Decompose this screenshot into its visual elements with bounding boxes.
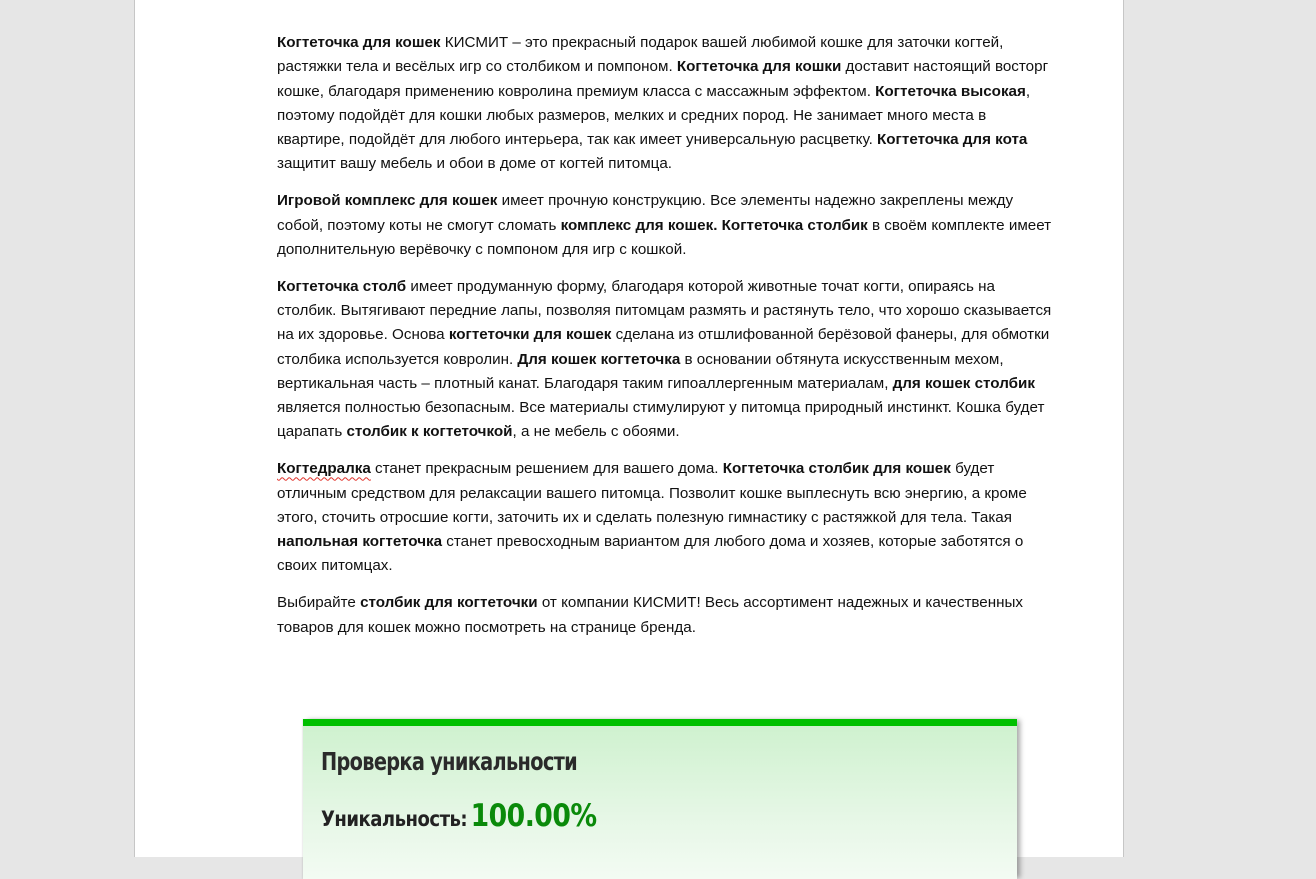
text-run: будет отличным средством для релаксации вашего питомца. Позволит кошке выплеснуть всю энергию, а кроме этого, сточить отросшие когти, заточить их и сделать полезную гимнастику с растяжкой для тела. Такая [277, 460, 1027, 526]
document-body[interactable] [277, 31, 1055, 652]
uniqueness-title: Проверка уникальности [321, 747, 577, 776]
text-run: в основании обтянута искусственным мехом, вертикальная часть – плотный канат. Благодаря таким гипоаллергенным материалам, [277, 350, 1004, 392]
uniqueness-label: Уникальность: [321, 807, 468, 831]
text-run: станет превосходным вариантом для любого дома и хозяев, которые заботятся о своих питомцах. [277, 533, 1024, 575]
text-run: имеет прочную конструкцию. Все элементы надежно закреплены между собой, поэтому коты не смогут сломать [277, 192, 1014, 234]
bold-keyword: Когтеточка высокая [875, 82, 1026, 100]
bold-keyword: Когтеточка для кошек [277, 34, 441, 51]
text-run: сделана из отшлифованной берёзовой фанеры, для обмотки столбика используется ковролин. [277, 326, 1050, 368]
bold-keyword: Когтеточка столб [277, 277, 407, 295]
text-run: Выбирайте [277, 594, 361, 612]
bold-keyword: столбик для когтеточки [360, 594, 538, 612]
text-run: КИСМИТ – это прекрасный подарок вашей любимой кошке для заточки когтей, растяжки тела и весёлых игр со столбиком и помпоном. [277, 34, 1004, 76]
uniqueness-check-image[interactable] [303, 719, 1017, 879]
paragraph-3 [277, 275, 1055, 445]
bold-keyword: для кошек столбик [892, 374, 1035, 392]
document-page [134, 0, 1124, 857]
spellcheck-error-word[interactable]: Когтедралка [277, 460, 371, 478]
uniqueness-result [321, 798, 597, 834]
text-run: , а не мебель с обоями. [512, 423, 680, 441]
paragraph-2 [277, 189, 1055, 262]
bold-keyword: комплекс для кошек. Когтеточка столбик [560, 216, 868, 234]
bold-keyword: Когтеточка для кошки [676, 58, 842, 76]
text-run: в своём комплекте имеет дополнительную верёвочку с помпоном для игр с кошкой. [277, 216, 1052, 258]
paragraph-4 [277, 457, 1055, 578]
bold-keyword: Для кошек когтеточка [517, 350, 681, 368]
paragraph-1 [277, 31, 1055, 177]
text-run: имеет продуманную форму, благодаря которой животные точат когти, опираясь на столбик. Вытягивают передние лапы, позволяя питомцам размять и растянуть тело, что хорошо сказывается на их здоровье. Основа [277, 277, 1052, 344]
text-run: , поэтому подойдёт для кошки любых размеров, мелких и средних пород. Не занимает много места в квартире, подойдёт для любого интерьера, так как имеет универсальную расцветку. [277, 82, 1031, 149]
uniqueness-value: 100.00% [470, 798, 597, 834]
paragraph-5 [277, 591, 1055, 640]
text-run: от компании КИСМИТ! Весь ассортимент надежных и качественных товаров для кошек можно посмотреть на странице бренда. [277, 594, 1024, 636]
text-run: является полностью безопасным. Все материалы стимулируют у питомца природный инстинкт. Кошка будет царапать [277, 399, 1045, 441]
bold-keyword: напольная когтеточка [277, 533, 443, 551]
text-run: защитит вашу мебель и обои в доме от когтей питомца. [277, 155, 672, 173]
text-run: доставит настоящий восторг кошке, благодаря применению ковролина премиум класса с массажным эффектом. [277, 58, 1049, 100]
bold-keyword: Когтеточка для кота [877, 131, 1028, 149]
bold-keyword: Когтеточка столбик для кошек [722, 460, 951, 478]
bold-keyword: когтеточки для кошек [448, 326, 612, 344]
bold-keyword: столбик к когтеточкой [346, 423, 513, 441]
bold-keyword: Игровой комплекс для кошек [277, 192, 498, 210]
text-run: станет прекрасным решением для вашего дома. [370, 460, 723, 478]
